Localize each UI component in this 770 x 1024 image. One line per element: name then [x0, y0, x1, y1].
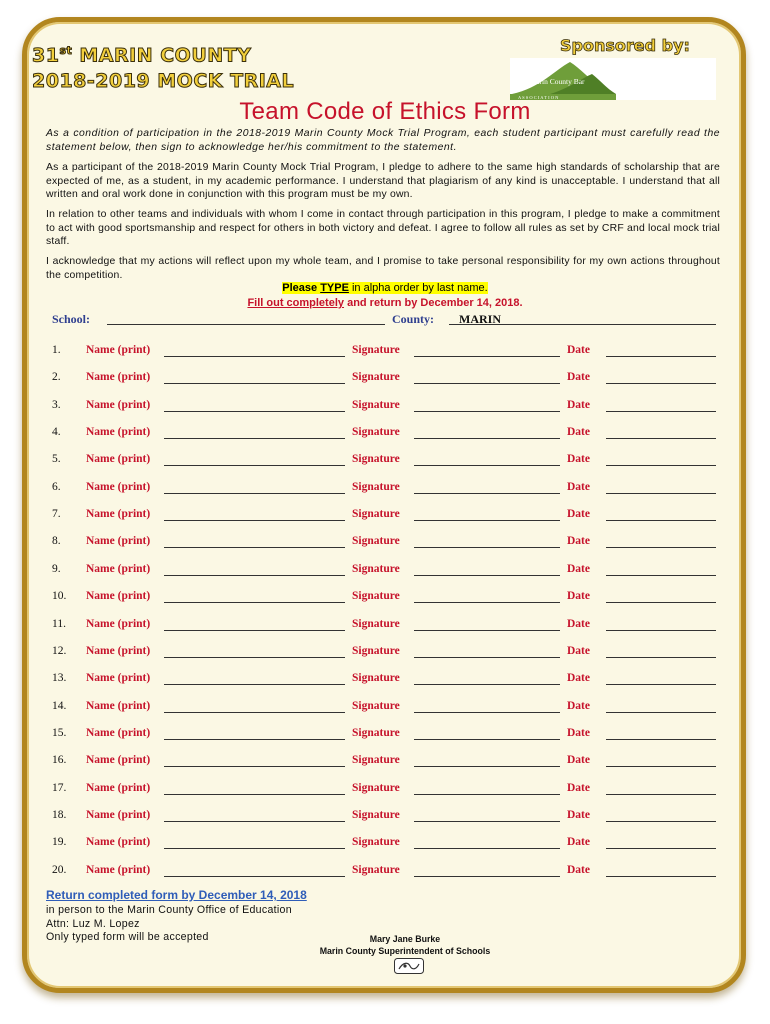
date-label: Date [567, 863, 590, 876]
superintendent-block [300, 933, 510, 957]
signature-field[interactable] [414, 643, 560, 658]
signature-field[interactable] [414, 397, 560, 412]
date-label: Date [567, 726, 590, 739]
event-title-county: MARIN COUNTY [79, 44, 252, 67]
name-print-field[interactable] [164, 424, 345, 439]
signature-field[interactable] [414, 424, 560, 439]
row-number: 8. [52, 535, 61, 548]
row-number: 9. [52, 562, 61, 575]
team-member-row [0, 533, 770, 553]
date-label: Date [567, 699, 590, 712]
signature-label: Signature [352, 371, 400, 384]
signature-field[interactable] [414, 616, 560, 631]
team-member-row [0, 424, 770, 444]
date-field[interactable] [606, 588, 716, 603]
row-number: 1. [52, 344, 61, 356]
name-print-label: Name (print) [86, 480, 151, 493]
sponsor-label: Sponsored by: [560, 36, 690, 55]
date-field[interactable] [606, 643, 716, 658]
date-field[interactable] [606, 752, 716, 767]
signature-field[interactable] [414, 725, 560, 740]
return-instruction-location: in person to the Marin County Office of Education [46, 904, 292, 916]
row-number: 6. [52, 480, 61, 493]
date-field[interactable] [606, 670, 716, 685]
signature-field[interactable] [414, 862, 560, 877]
signature-label: Signature [352, 781, 400, 794]
date-label: Date [567, 480, 590, 493]
signature-label: Signature [352, 672, 400, 685]
return-instruction-typed: Only typed form will be accepted [46, 931, 209, 943]
date-label: Date [567, 371, 590, 384]
name-print-field[interactable] [164, 342, 345, 357]
date-label: Date [567, 344, 590, 356]
responsibility-paragraph: I acknowledge that my actions will reflect upon my whole team, and I promise to take personal responsibility for my own actions throughout the competition. [46, 256, 720, 281]
event-ordinal-suffix: st [59, 44, 73, 57]
signature-field[interactable] [414, 752, 560, 767]
team-member-row [0, 780, 770, 800]
date-label: Date [567, 508, 590, 521]
name-print-label: Name (print) [86, 672, 151, 685]
name-print-field[interactable] [164, 588, 345, 603]
deadline-instruction [0, 297, 770, 309]
team-member-row [0, 397, 770, 417]
signature-field[interactable] [414, 588, 560, 603]
date-label: Date [567, 562, 590, 575]
row-number: 16. [52, 754, 67, 767]
name-print-label: Name (print) [86, 808, 151, 821]
name-print-label: Name (print) [86, 535, 151, 548]
date-label: Date [567, 754, 590, 767]
superintendent-name: Mary Jane Burke [369, 934, 441, 944]
row-number: 18. [52, 808, 67, 821]
signature-field[interactable] [414, 698, 560, 713]
name-print-label: Name (print) [86, 344, 151, 356]
name-print-label: Name (print) [86, 426, 151, 439]
team-member-row [0, 862, 770, 882]
name-print-field[interactable] [164, 369, 345, 384]
name-print-field[interactable] [164, 397, 345, 412]
team-member-row [0, 670, 770, 690]
type-instruction-rest: in alpha order by last name. [348, 282, 488, 294]
signature-label: Signature [352, 836, 400, 849]
name-print-field[interactable] [164, 670, 345, 685]
date-field[interactable] [606, 780, 716, 795]
date-field[interactable] [606, 533, 716, 548]
row-number: 15. [52, 726, 67, 739]
name-print-field[interactable] [164, 561, 345, 576]
name-print-label: Name (print) [86, 508, 151, 521]
name-print-field[interactable] [164, 643, 345, 658]
signature-field[interactable] [414, 342, 560, 357]
team-member-row [0, 479, 770, 499]
signature-field[interactable] [414, 533, 560, 548]
name-print-field[interactable] [164, 533, 345, 548]
name-print-field[interactable] [164, 862, 345, 877]
name-print-field[interactable] [164, 451, 345, 466]
name-print-label: Name (print) [86, 398, 151, 411]
scholarship-paragraph: As a participant of the 2018-2019 Marin County Mock Trial Program, I pledge to adhere to the same high standards of scholarship that are expected of me, as a student, in my academic performance. I understand that plagiarism of any kind is unacceptable. I understand that all written and oral work done in conjunction with this program must be my own. [46, 162, 720, 201]
date-label: Date [567, 836, 590, 849]
signature-label: Signature [352, 535, 400, 548]
name-print-label: Name (print) [86, 644, 151, 657]
team-member-row [0, 834, 770, 854]
name-print-field[interactable] [164, 479, 345, 494]
name-print-label: Name (print) [86, 781, 151, 794]
team-member-row [0, 752, 770, 772]
signature-label: Signature [352, 808, 400, 821]
signature-label: Signature [352, 754, 400, 767]
team-member-row [0, 369, 770, 389]
signature-field[interactable] [414, 506, 560, 521]
deadline-text: and return by December 14, 2018. [344, 297, 523, 309]
county-label: County: [392, 312, 435, 326]
county-field[interactable] [449, 310, 716, 325]
office-seal-icon [394, 958, 424, 974]
signature-label: Signature [352, 398, 400, 411]
please-text: Please [282, 282, 321, 294]
date-label: Date [567, 398, 590, 411]
date-label: Date [567, 590, 590, 603]
name-print-label: Name (print) [86, 863, 151, 876]
date-label: Date [567, 617, 590, 630]
signature-field[interactable] [414, 670, 560, 685]
return-heading: Return completed form by December 14, 2018 [46, 888, 307, 902]
date-label: Date [567, 426, 590, 439]
date-field[interactable] [606, 616, 716, 631]
date-label: Date [567, 644, 590, 657]
name-print-label: Name (print) [86, 836, 151, 849]
name-print-field[interactable] [164, 752, 345, 767]
team-member-row [0, 561, 770, 581]
signature-label: Signature [352, 562, 400, 575]
signature-label: Signature [352, 426, 400, 439]
date-field[interactable] [606, 725, 716, 740]
date-field[interactable] [606, 397, 716, 412]
county-value: MARIN [459, 312, 501, 326]
team-member-row [0, 451, 770, 471]
name-print-field[interactable] [164, 506, 345, 521]
row-number: 17. [52, 781, 67, 794]
date-label: Date [567, 535, 590, 548]
signature-field[interactable] [414, 479, 560, 494]
name-print-label: Name (print) [86, 726, 151, 739]
name-print-label: Name (print) [86, 371, 151, 384]
signature-field[interactable] [414, 780, 560, 795]
row-number: 11. [52, 617, 66, 630]
date-field[interactable] [606, 807, 716, 822]
row-number: 20. [52, 863, 67, 876]
name-print-field[interactable] [164, 780, 345, 795]
team-member-row [0, 807, 770, 827]
row-number: 19. [52, 836, 67, 849]
intro-paragraph: As a condition of participation in the 2018-2019 Marin County Mock Trial Program, each student participant must carefully read the statement below, then sign to acknowledge her/his commitment to the statement. [46, 128, 720, 153]
row-number: 14. [52, 699, 67, 712]
row-number: 3. [52, 398, 61, 411]
date-field[interactable] [606, 451, 716, 466]
date-field[interactable] [606, 342, 716, 357]
name-print-field[interactable] [164, 725, 345, 740]
date-field[interactable] [606, 698, 716, 713]
date-label: Date [567, 672, 590, 685]
superintendent-title: Marin County Superintendent of Schools [319, 946, 491, 956]
signature-field[interactable] [414, 807, 560, 822]
team-member-row [0, 616, 770, 636]
fill-out-completely: Fill out completely [247, 297, 345, 309]
name-print-label: Name (print) [86, 590, 151, 603]
signature-field[interactable] [414, 561, 560, 576]
row-number: 2. [52, 371, 61, 384]
signature-label: Signature [352, 590, 400, 603]
event-ordinal-number: 31 [32, 44, 60, 67]
event-title-line2: 2018-2019 MOCK TRIAL [32, 70, 295, 92]
team-member-row [0, 725, 770, 745]
date-field[interactable] [606, 561, 716, 576]
signature-label: Signature [352, 617, 400, 630]
signature-label: Signature [352, 480, 400, 493]
school-county-row [0, 310, 770, 330]
name-print-label: Name (print) [86, 453, 151, 466]
row-number: 5. [52, 453, 61, 466]
event-title-line1 [32, 44, 251, 66]
team-member-row [0, 588, 770, 608]
bar-association-logo [510, 58, 716, 100]
signature-label: Signature [352, 644, 400, 657]
row-number: 12. [52, 644, 67, 657]
team-member-row [0, 698, 770, 718]
signature-label: Signature [352, 726, 400, 739]
logo-subtext: A S S O C I A T I O N [518, 95, 559, 100]
name-print-label: Name (print) [86, 699, 151, 712]
name-print-label: Name (print) [86, 562, 151, 575]
date-field[interactable] [606, 862, 716, 877]
return-instruction-attn: Attn: Luz M. Lopez [46, 918, 140, 930]
name-print-label: Name (print) [86, 754, 151, 767]
date-label: Date [567, 453, 590, 466]
name-print-field[interactable] [164, 807, 345, 822]
signature-label: Signature [352, 863, 400, 876]
date-field[interactable] [606, 834, 716, 849]
date-field[interactable] [606, 479, 716, 494]
row-number: 13. [52, 672, 67, 685]
signature-field[interactable] [414, 451, 560, 466]
name-print-field[interactable] [164, 834, 345, 849]
school-field[interactable] [107, 310, 385, 325]
type-instruction [0, 282, 770, 294]
team-member-row [0, 506, 770, 526]
signature-field[interactable] [414, 834, 560, 849]
type-word: TYPE [320, 282, 349, 294]
school-label: School: [52, 312, 91, 326]
row-number: 7. [52, 508, 61, 521]
date-label: Date [567, 808, 590, 821]
team-member-row [0, 342, 770, 362]
signature-field[interactable] [414, 369, 560, 384]
row-number: 4. [52, 426, 61, 439]
date-field[interactable] [606, 506, 716, 521]
date-field[interactable] [606, 424, 716, 439]
date-label: Date [567, 781, 590, 794]
signature-label: Signature [352, 699, 400, 712]
team-member-row [0, 643, 770, 663]
name-print-field[interactable] [164, 616, 345, 631]
signature-label: Signature [352, 508, 400, 521]
signature-label: Signature [352, 344, 400, 356]
logo-text: The Marin County Bar [516, 77, 585, 86]
form-title: Team Code of Ethics Form [239, 98, 531, 125]
name-print-field[interactable] [164, 698, 345, 713]
sportsmanship-paragraph: In relation to other teams and individuals with whom I come in contact through participation in this program, I pledge to make a commitment to act with good sportsmanship and respect for others in both victory and defeat. I agree to follow all rules as set by CRF and local mock trial staff. [46, 209, 720, 248]
date-field[interactable] [606, 369, 716, 384]
name-print-label: Name (print) [86, 617, 151, 630]
row-number: 10. [52, 590, 67, 603]
signature-label: Signature [352, 453, 400, 466]
